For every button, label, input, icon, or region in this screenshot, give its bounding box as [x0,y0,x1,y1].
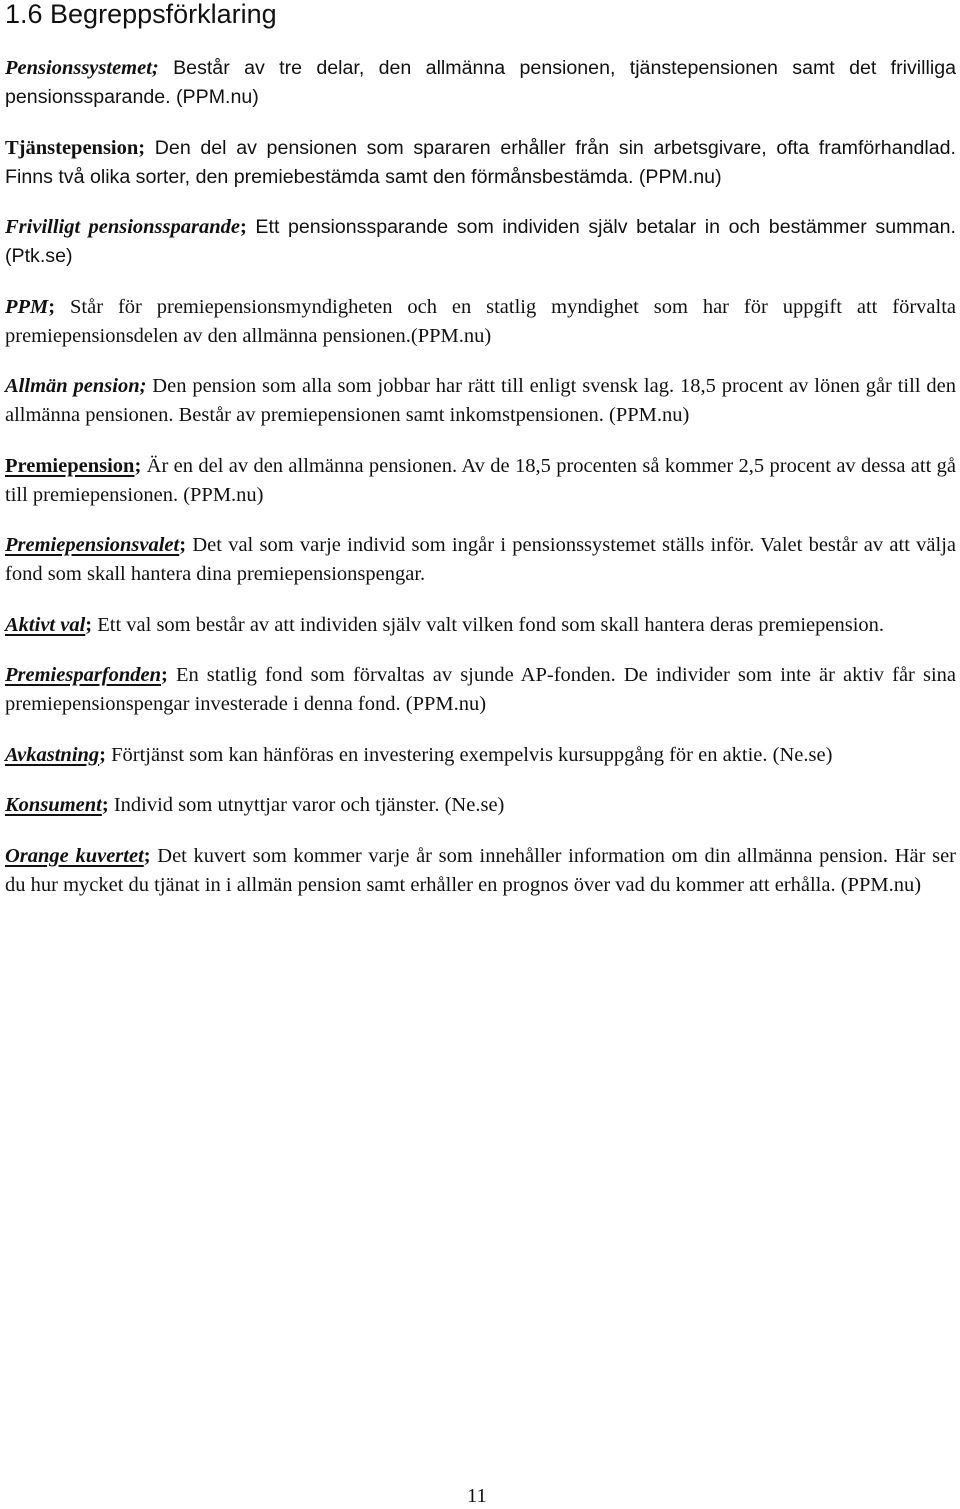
definition-premiepension [5,452,956,510]
definition-premiepensionsvalet [5,531,956,589]
definition-text: Består av tre delar, den allmänna pensionen, tjänstepensionen samt det frivilliga pensionssparande. [5,57,956,108]
definition-separator: ; [85,613,93,636]
definition-source: (PPM.nu) [400,693,487,715]
definition-text: Ett val som består av att individen själv valt vilken fond som skall hantera deras premiepension. [92,613,885,636]
definition-allman-pension [5,372,956,430]
definition-pensionssystemet [5,54,956,112]
definition-source: (PPM.nu) [178,483,264,506]
definition-tjanstepension [5,134,956,192]
definition-frivilligt-pensionssparande [5,213,956,271]
definition-separator: ; [134,454,142,477]
definition-text: Det kuvert som kommer varje år som innehåller information om din allmänna pension. Här ser du hur mycket du tjänat in i allmän pension samt erhåller en prognos över vad du kommer att erhålla. [5,844,957,896]
definition-term: Avkastning [5,743,100,766]
definition-separator: ; [48,295,56,318]
definition-source: (PPM.nu) [170,86,259,108]
definition-term: Orange kuvertet [5,844,144,867]
definition-ppm [5,293,956,351]
definition-text: Förtjänst som kan hänföras en investering exempelvis kursuppgång för en aktie. [106,743,768,766]
definition-source: (Ptk.se) [5,245,73,267]
definition-text: Den del av pensionen som spararen erhåller från sin arbetsgivare, ofta framförhandlad. Finns två olika sorter, den premiebestämda samt den förmånsbestämda. [5,136,956,188]
definition-text: Individ som utnyttjar varor och tjänster. [108,794,440,816]
definition-separator: ; [143,844,151,867]
definition-term: Konsument [5,794,102,816]
definition-term: Premiesparfonden [5,664,162,686]
definition-separator: ; [138,136,146,159]
definition-text: Den pension som alla som jobbar har rätt till enligt svensk lag. 18,5 procent av lönen går till den allmänna pensionen. Består av premiepensionen samt inkomstpensionen. [5,375,956,426]
page-number: 11 [467,1485,487,1507]
definition-text: Är en del av den allmänna pensionen. Av de 18,5 procenten så kommer 2,5 procent av dessa att gå till premiepensionen. [5,454,956,506]
definition-avkastning [5,741,956,770]
definition-term: Allmän pension; [5,375,147,397]
definition-list [5,54,956,921]
section-heading: 1.6 Begreppsförklaring [5,0,277,29]
definition-term: Pensionssystemet; [5,57,159,79]
definition-separator: ; [101,794,109,816]
definition-separator: ; [179,534,187,556]
definition-text: Står för premiepensionsmyndigheten och en statlig myndighet som har för uppgift att förvalta premiepensionsdelen av den allmänna pensionen. [5,295,956,347]
definition-premiesparfonden [5,661,956,719]
definition-source: (PPM.nu) [603,404,690,426]
definition-text: Ett pensionssparande som individen själv betalar in och bestämmer summan. [246,216,956,238]
definition-source: (Ne.se) [767,743,833,766]
definition-separator: ; [99,743,106,766]
definition-separator: ; [161,664,168,686]
definition-orange-kuvertet [5,842,956,900]
definition-term: Premiepensionsvalet [5,534,180,556]
definition-term: Tjänstepension [5,136,139,159]
definition-text: Det val som varje individ som ingår i pensionssystemet ställs inför. Valet består av att välja fond som skall hantera dina premiepensionspengar. [5,534,956,585]
definition-source: (PPM.nu) [835,873,922,896]
definition-term: Aktivt val [5,613,86,636]
definition-term: PPM [5,295,49,318]
definition-konsument [5,791,956,820]
definition-source: (PPM.nu) [410,324,492,347]
definition-source: (PPM.nu) [633,165,722,188]
definition-text: En statlig fond som förvaltas av sjunde AP-fonden. De individer som inte är aktiv får sina premiepensionspengar investerade i denna fond. [5,664,956,715]
definition-aktivt-val [5,611,956,640]
definition-source: (Ne.se) [439,794,505,816]
definition-term: Frivilligt pensionssparande [5,216,240,238]
definition-separator: ; [239,216,247,238]
definition-term: Premiepension [5,454,135,477]
